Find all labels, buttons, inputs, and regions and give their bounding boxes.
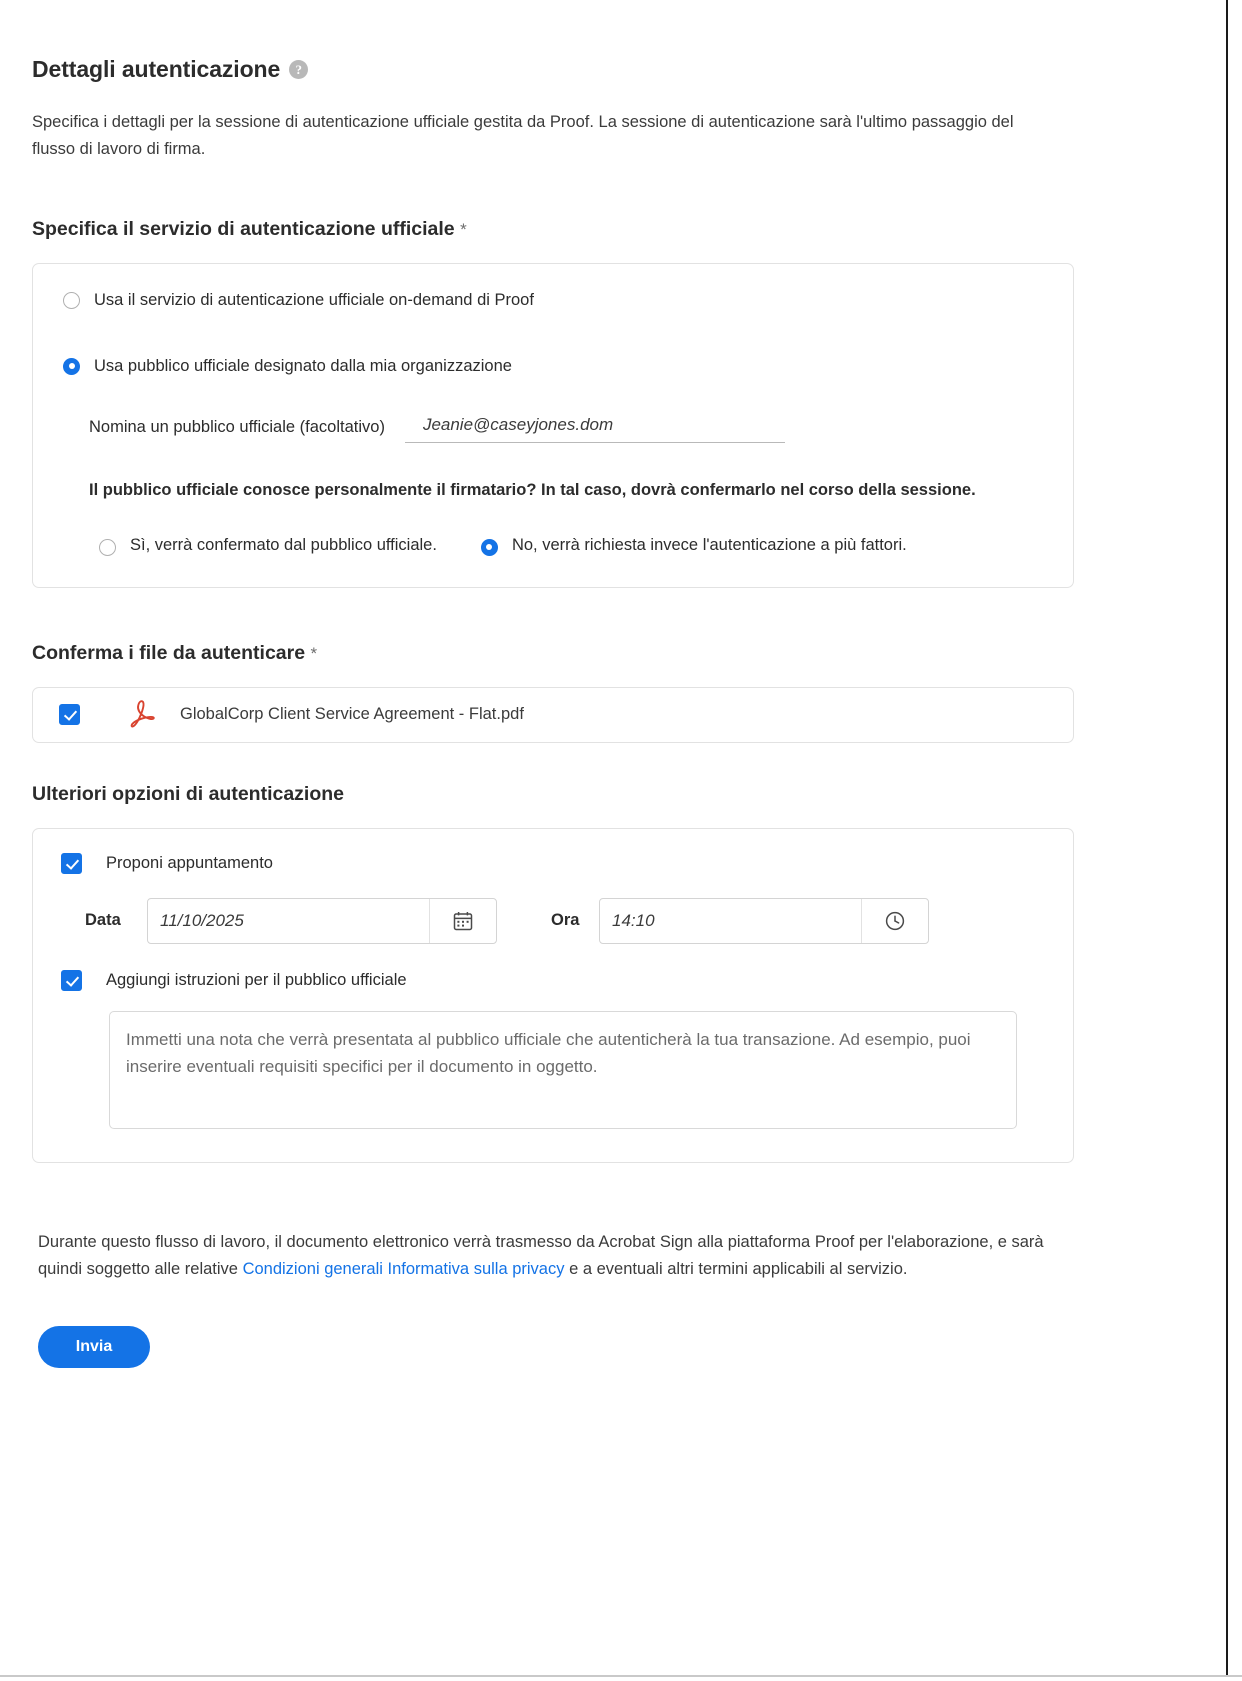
files-section-title bbox=[32, 642, 1074, 665]
legal-text bbox=[38, 1229, 1073, 1282]
terms-link[interactable]: Condizioni generali bbox=[242, 1259, 383, 1278]
radio-option-no[interactable] bbox=[481, 535, 907, 556]
submit-row bbox=[38, 1326, 1074, 1368]
legal-text-before: Durante questo flusso di lavoro, il documento elettronico verrà trasmesso da Acrobat Sign alla piattaforma Proof per l'elaborazione, e sarà quindi soggetto alle relative bbox=[38, 1232, 1044, 1278]
radio-option-yes-label: Sì, verrà confermato dal pubblico ufficiale. bbox=[130, 536, 437, 555]
calendar-icon[interactable] bbox=[429, 899, 496, 943]
page-title-text: Dettagli autenticazione bbox=[32, 56, 281, 82]
page-description: Specifica i dettagli per la sessione di autenticazione ufficiale gestita da Proof. La sessione di autenticazione sarà l'ultimo passaggio del flusso di lavoro di firma. bbox=[32, 113, 1014, 158]
instructions-wrapper bbox=[109, 1011, 1017, 1134]
radio-option-own-notary[interactable] bbox=[63, 356, 1043, 377]
options-section-title: Ulteriori opzioni di autenticazione bbox=[32, 782, 345, 805]
page-title bbox=[32, 56, 1074, 83]
date-field[interactable] bbox=[147, 898, 497, 944]
radio-icon-checked[interactable] bbox=[481, 539, 498, 556]
file-row[interactable] bbox=[32, 687, 1074, 743]
time-field-label: Ora bbox=[551, 911, 580, 930]
add-instructions-label: Aggiungi istruzioni per il pubblico ufficiale bbox=[106, 970, 407, 989]
knows-signer-question: Il pubblico ufficiale conosce personalmente il firmatario? In tal caso, dovrà confermarlo nel corso della sessione. bbox=[89, 481, 976, 500]
required-indicator: * bbox=[310, 643, 318, 663]
date-input[interactable] bbox=[148, 911, 429, 931]
further-options-panel bbox=[32, 828, 1074, 1163]
notary-field-label: Nomina un pubblico ufficiale (facoltativo) bbox=[89, 418, 385, 437]
radio-option-proof-ondemand[interactable] bbox=[63, 290, 1043, 311]
time-field[interactable] bbox=[599, 898, 929, 944]
radio-icon-checked[interactable] bbox=[63, 358, 80, 375]
file-name: GlobalCorp Client Service Agreement - Flat.pdf bbox=[180, 705, 524, 724]
pdf-file-icon bbox=[126, 698, 156, 732]
date-field-label: Data bbox=[85, 911, 121, 930]
service-section-title bbox=[32, 218, 1074, 241]
content-inner bbox=[32, 0, 1074, 1368]
file-checkbox[interactable] bbox=[59, 704, 80, 725]
radio-option-no-label: No, verrà richiesta invece l'autenticazione a più fattori. bbox=[511, 536, 907, 555]
service-section-title-text: Specifica il servizio di autenticazione ufficiale bbox=[32, 218, 455, 241]
window-bottom-edge bbox=[0, 1675, 1242, 1681]
time-input[interactable] bbox=[600, 911, 861, 931]
knows-signer-radio-group bbox=[99, 535, 1043, 556]
add-instructions-checkbox[interactable] bbox=[61, 970, 82, 991]
radio-option-own-notary-label: Usa pubblico ufficiale designato dalla mia organizzazione bbox=[94, 356, 512, 375]
required-indicator: * bbox=[460, 220, 467, 240]
propose-appointment-checkbox[interactable] bbox=[61, 853, 82, 874]
help-circle-icon[interactable]: ? bbox=[289, 60, 308, 79]
instructions-textarea[interactable] bbox=[109, 1011, 1017, 1129]
appointment-datetime-row bbox=[61, 898, 1045, 944]
legal-text-after: e a eventuali altri termini applicabili al servizio. bbox=[564, 1259, 908, 1278]
radio-icon-unchecked[interactable] bbox=[63, 292, 80, 309]
propose-appointment-label: Proponi appuntamento bbox=[106, 853, 273, 872]
privacy-link[interactable]: Informativa sulla privacy bbox=[387, 1259, 565, 1278]
notary-field-row bbox=[89, 413, 1043, 443]
propose-appointment-row[interactable] bbox=[61, 853, 1045, 874]
clock-icon[interactable] bbox=[861, 899, 928, 943]
radio-icon-unchecked[interactable] bbox=[99, 539, 116, 556]
add-instructions-row[interactable] bbox=[61, 970, 1045, 991]
radio-option-proof-ondemand-label: Usa il servizio di autenticazione ufficiale on-demand di Proof bbox=[94, 291, 534, 310]
service-options-panel bbox=[32, 263, 1074, 587]
submit-button[interactable]: Invia bbox=[38, 1326, 150, 1368]
radio-option-yes[interactable] bbox=[99, 535, 437, 556]
notary-email-input[interactable] bbox=[405, 413, 785, 443]
files-section-title-text: Conferma i file da autenticare bbox=[32, 641, 306, 664]
window-right-edge bbox=[1226, 0, 1242, 1681]
